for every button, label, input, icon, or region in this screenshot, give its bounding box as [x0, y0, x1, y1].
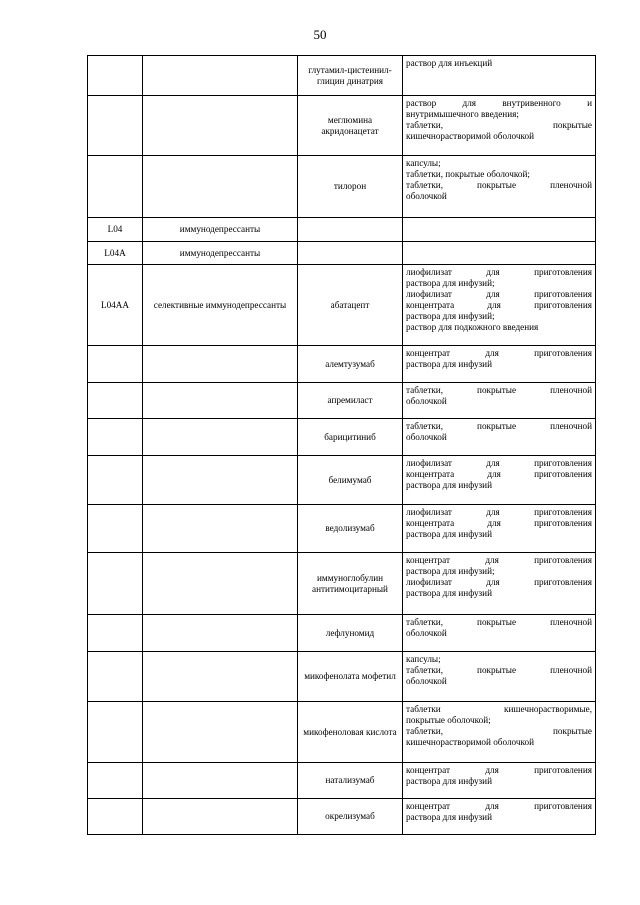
dosage-form-line: внутримышечного введения; [406, 109, 519, 119]
drug-name-cell: глутамил-цистеинил-глицин динатрия [298, 56, 403, 96]
table-row [88, 156, 596, 218]
dosage-form-line: концентрата для приготовления [406, 518, 592, 528]
dosage-form-line: концентрата для приготовления [406, 469, 592, 479]
dosage-form-cell [403, 652, 596, 702]
dosage-form-line: раствора для инфузий; [406, 311, 495, 321]
dosage-form-line: капсулы; [406, 654, 441, 664]
atc-code-cell [88, 456, 143, 505]
dosage-form-line: раствора для инфузий [406, 812, 492, 822]
dosage-form-line: раствора для инфузий; [406, 278, 495, 288]
page-number: 50 [313, 27, 327, 42]
dosage-form-line: раствор для подкожного введения [406, 322, 539, 332]
atc-code-cell: L04AA [88, 265, 143, 346]
table-row [88, 218, 596, 242]
atc-group-cell [143, 763, 298, 799]
drug-name-cell: лефлуномид [298, 615, 403, 652]
atc-code-cell [88, 156, 143, 218]
dosage-form-cell [403, 419, 596, 456]
atc-group-cell [143, 156, 298, 218]
dosage-form-cell [403, 702, 596, 763]
dosage-form-line: раствор для внутривенного и [406, 98, 592, 108]
dosage-form-cell [403, 763, 596, 799]
dosage-form-line: оболочкой [406, 628, 447, 638]
dosage-form-line: оболочкой [406, 432, 447, 442]
dosage-form-cell [403, 156, 596, 218]
atc-code-cell: L04 [88, 218, 143, 242]
table-row [88, 419, 596, 456]
drug-name-cell: абатацепт [298, 265, 403, 346]
dosage-form-line: кишечнорастворимой оболочкой [406, 131, 535, 141]
dosage-form-line: оболочкой [406, 396, 447, 406]
dosage-form-cell [403, 242, 596, 265]
atc-group-cell [143, 505, 298, 553]
atc-group-cell [143, 799, 298, 835]
atc-code-cell [88, 763, 143, 799]
atc-group-cell [143, 56, 298, 96]
atc-code-cell [88, 615, 143, 652]
drug-name-cell: микофеноловая кислота [298, 702, 403, 763]
drug-table [87, 55, 596, 835]
dosage-form-line: капсулы; [406, 158, 441, 168]
atc-code-cell [88, 505, 143, 553]
dosage-form-cell [403, 799, 596, 835]
atc-code-cell [88, 383, 143, 419]
dosage-form-line: лиофилизат для приготовления [406, 507, 592, 517]
table-row [88, 456, 596, 505]
dosage-form-cell [403, 505, 596, 553]
table-row [88, 763, 596, 799]
dosage-form-cell [403, 553, 596, 615]
dosage-form-line: раствора для инфузий [406, 588, 492, 598]
dosage-form-line: концентрата для приготовления [406, 300, 592, 310]
dosage-form-line: таблетки кишечнорастворимые, [406, 704, 592, 714]
dosage-form-line: раствора для инфузий [406, 776, 492, 786]
atc-group-cell [143, 615, 298, 652]
dosage-form-line: таблетки, покрытые [406, 726, 592, 736]
atc-group-cell [143, 346, 298, 383]
dosage-form-line: раствора для инфузий [406, 480, 492, 490]
dosage-form-line: лиофилизат для приготовления [406, 458, 592, 468]
atc-code-cell [88, 56, 143, 96]
table-row [88, 799, 596, 835]
dosage-form-cell [403, 456, 596, 505]
dosage-form-line: раствора для инфузий [406, 359, 492, 369]
dosage-form-line: таблетки, покрытые [406, 120, 592, 130]
table-row [88, 553, 596, 615]
table-row [88, 346, 596, 383]
table-row [88, 505, 596, 553]
dosage-form-line: раствора для инфузий; [406, 566, 495, 576]
drug-name-cell: ведолизумаб [298, 505, 403, 553]
atc-code-cell: L04A [88, 242, 143, 265]
dosage-form-line: оболочкой [406, 191, 447, 201]
dosage-form-line: кишечнорастворимой оболочкой [406, 737, 535, 747]
atc-group-cell [143, 652, 298, 702]
dosage-form-line: таблетки, покрытые пленочной [406, 385, 592, 395]
atc-group-cell [143, 383, 298, 419]
table-row [88, 383, 596, 419]
table-row [88, 615, 596, 652]
drug-name-cell: иммуноглобулин антитимоцитарный [298, 553, 403, 615]
dosage-form-cell [403, 96, 596, 156]
dosage-form-line: лиофилизат для приготовления [406, 267, 592, 277]
drug-name-cell: натализумаб [298, 763, 403, 799]
drug-name-cell: окрелизумаб [298, 799, 403, 835]
dosage-form-cell [403, 265, 596, 346]
table-row [88, 652, 596, 702]
atc-group-cell [143, 553, 298, 615]
dosage-form-line: концентрат для приготовления [406, 555, 592, 565]
dosage-form-line: концентрат для приготовления [406, 801, 592, 811]
table-row [88, 265, 596, 346]
dosage-form-line: таблетки, покрытые пленочной [406, 665, 592, 675]
dosage-form-cell [403, 218, 596, 242]
drug-name-cell: тилорон [298, 156, 403, 218]
table-row [88, 702, 596, 763]
dosage-form-line: оболочкой [406, 676, 447, 686]
dosage-form-line: покрытые оболочкой; [406, 715, 491, 725]
dosage-form-line: таблетки, покрытые пленочной [406, 421, 592, 431]
drug-name-cell: барицитиниб [298, 419, 403, 456]
table-row [88, 56, 596, 96]
drug-name-cell: апремиласт [298, 383, 403, 419]
atc-group-cell [143, 702, 298, 763]
drug-name-cell [298, 218, 403, 242]
atc-group-cell [143, 456, 298, 505]
drug-name-cell [298, 242, 403, 265]
atc-code-cell [88, 553, 143, 615]
dosage-form-line: лиофилизат для приготовления [406, 577, 592, 587]
atc-code-cell [88, 96, 143, 156]
dosage-form-cell [403, 56, 596, 96]
atc-code-cell [88, 702, 143, 763]
dosage-form-line: раствор для инъекций [406, 58, 493, 68]
dosage-form-cell [403, 615, 596, 652]
table-row [88, 96, 596, 156]
dosage-form-line: концентрат для приготовления [406, 765, 592, 775]
atc-group-cell: селективные иммунодепрессанты [143, 265, 298, 346]
atc-group-cell: иммунодепрессанты [143, 242, 298, 265]
drug-name-cell: микофенолата мофетил [298, 652, 403, 702]
dosage-form-line: концентрат для приготовления [406, 348, 592, 358]
dosage-form-line: таблетки, покрытые пленочной [406, 180, 592, 190]
dosage-form-line: лиофилизат для приготовления [406, 289, 592, 299]
atc-group-cell: иммунодепрессанты [143, 218, 298, 242]
dosage-form-line: раствора для инфузий [406, 529, 492, 539]
drug-name-cell: белимумаб [298, 456, 403, 505]
atc-code-cell [88, 346, 143, 383]
dosage-form-cell [403, 346, 596, 383]
drug-name-cell: алемтузумаб [298, 346, 403, 383]
atc-group-cell [143, 419, 298, 456]
dosage-form-line: таблетки, покрытые оболочкой; [406, 169, 530, 179]
drug-name-cell: меглюмина акридонацетат [298, 96, 403, 156]
atc-group-cell [143, 96, 298, 156]
dosage-form-line: таблетки, покрытые пленочной [406, 617, 592, 627]
drug-table-body [88, 56, 596, 835]
atc-code-cell [88, 652, 143, 702]
dosage-form-cell [403, 383, 596, 419]
atc-code-cell [88, 799, 143, 835]
table-row [88, 242, 596, 265]
atc-code-cell [88, 419, 143, 456]
